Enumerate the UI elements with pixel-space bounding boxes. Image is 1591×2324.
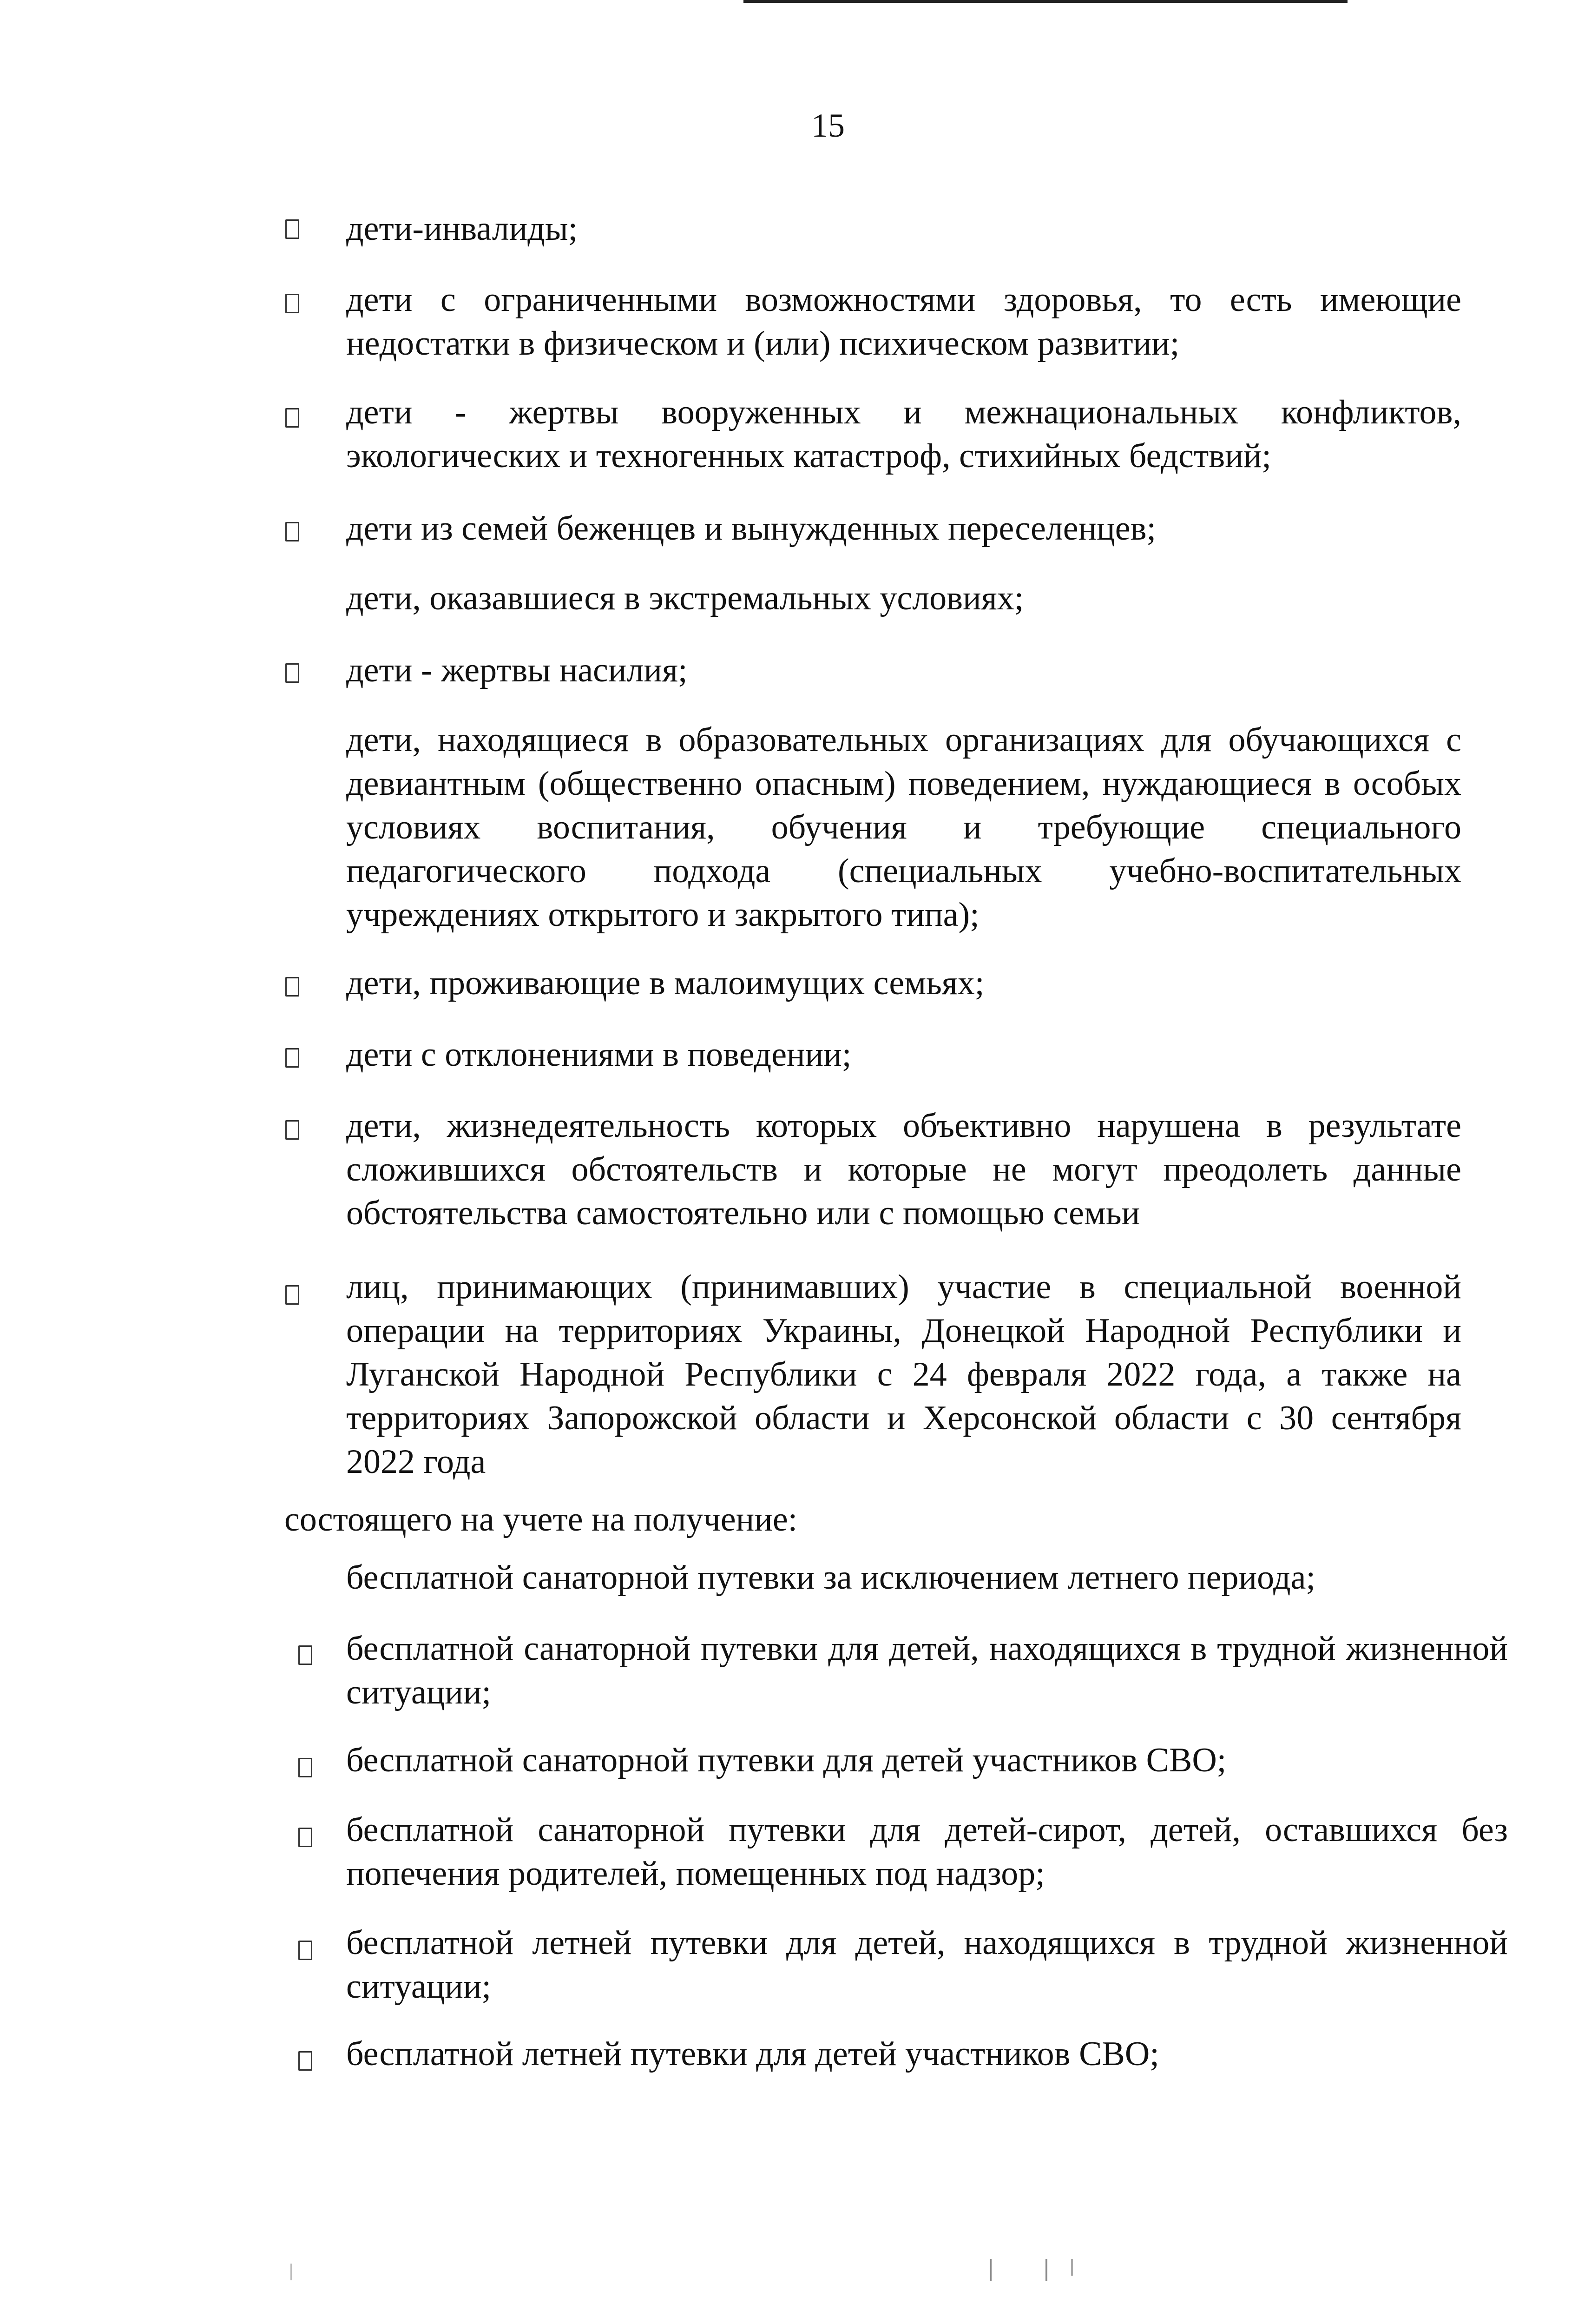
checkbox-icon[interactable]: [285, 1285, 299, 1305]
list-item: лиц, принимающих (принимавших) участие в специальной военной операции на территориях Украины, Донецкой Народной Республики и Луганской Народной Республики с 24 февраля 2022 года, а также на территориях Запорожской области и Херсонской области с 30 сентября 2022 года: [346, 1268, 1461, 1481]
list-item: дети, жизнедеятельность которых объективно нарушена в результате сложившихся обстоятельств и которые не могут преодолеть данные обстоятельства самостоятельно или с помощью семьи: [346, 1107, 1461, 1232]
voucher-item: бесплатной санаторной путевки за исключением летнего периода;: [346, 1558, 1316, 1597]
list-item: дети - жертвы вооруженных и межнациональных конфликтов, экологических и техногенных катастроф, стихийных бедствий;: [346, 393, 1461, 475]
list-item: дети - жертвы насилия;: [346, 651, 688, 689]
checkbox-icon[interactable]: [285, 1120, 299, 1140]
checkbox-icon[interactable]: [285, 408, 299, 428]
checkbox-icon[interactable]: [285, 663, 299, 683]
checkbox-icon[interactable]: [298, 1758, 312, 1777]
top-scan-edge-line: [743, 0, 1348, 3]
checkbox-icon[interactable]: [285, 977, 299, 997]
list-item: дети из семей беженцев и вынужденных переселенцев;: [346, 509, 1157, 548]
checkbox-icon[interactable]: [285, 522, 299, 541]
scan-artifact: [1045, 2259, 1047, 2281]
voucher-item: бесплатной санаторной путевки для детей, находящихся в трудной жизненной ситуации;: [346, 1630, 1508, 1711]
page-number: 15: [811, 107, 845, 144]
list-item: дети-инвалиды;: [346, 210, 578, 248]
checkbox-icon[interactable]: [298, 1941, 312, 1960]
checkbox-icon[interactable]: [298, 2051, 312, 2071]
checkbox-icon[interactable]: [285, 1048, 299, 1068]
voucher-item: бесплатной летней путевки для детей участников СВО;: [346, 2035, 1159, 2073]
list-item: дети, проживающие в малоимущих семьях;: [346, 964, 985, 1002]
list-item: дети, находящиеся в образовательных организациях для обучающихся с девиантным (общественно опасным) поведением, нуждающиеся в особых условиях воспитания, обучения и требующие специального педагогического подхода (специальных учебно-воспитательных учреждениях открытого и закрытого типа);: [346, 721, 1461, 934]
voucher-item: бесплатной летней путевки для детей, находящихся в трудной жизненной ситуации;: [346, 1924, 1508, 2006]
section-intro: состоящего на учете на получение:: [284, 1500, 798, 1538]
scan-artifact: [290, 2264, 292, 2280]
list-item: дети с отклонениями в поведении;: [346, 1036, 852, 1074]
voucher-item: бесплатной санаторной путевки для детей участников СВО;: [346, 1741, 1227, 1779]
scan-artifact: [990, 2259, 992, 2281]
checkbox-icon[interactable]: [285, 219, 299, 239]
voucher-item: бесплатной санаторной путевки для детей-сирот, детей, оставшихся без попечения родителей, помещенных под надзор;: [346, 1811, 1508, 1893]
list-item: дети с ограниченными возможностями здоровья, то есть имеющие недостатки в физическом и (или) психическом развитии;: [346, 281, 1461, 363]
scan-artifact: [1071, 2259, 1073, 2276]
list-item: дети, оказавшиеся в экстремальных условиях;: [346, 579, 1024, 617]
checkbox-icon[interactable]: [285, 294, 299, 313]
checkbox-icon[interactable]: [298, 1828, 312, 1847]
checkbox-icon[interactable]: [298, 1645, 312, 1665]
